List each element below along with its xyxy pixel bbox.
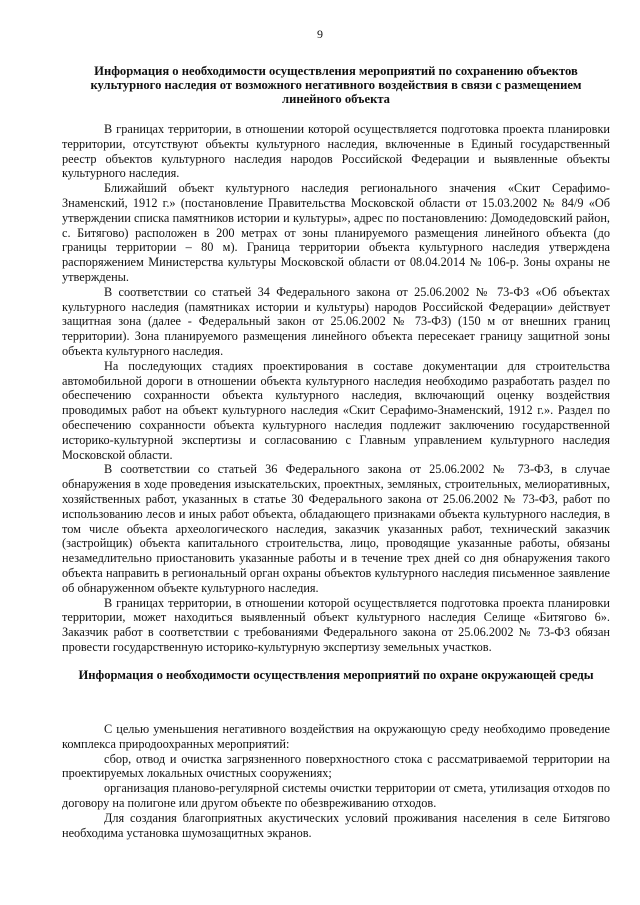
section-1-paragraph-1: В границах территории, в отношении которой осуществляется подготовка проекта планировки территории, отсутствуют объекты культурного наследия, включенные в Единый государственный реестр объектов культурного наследия народов Российской Федерации и выявленные объекты культурного наследия. (62, 122, 610, 181)
section-1-body (62, 122, 610, 655)
section-1-paragraph-6: В границах территории, в отношении которой осуществляется подготовка проекта планировки территории, может находиться выявленный объект культурного наследия Селище «Битягово 6». Заказчик работ в соответствии с требованиями Федерального закона от 25.06.2002 № 73-ФЗ обязан провести государственную историко-культурную экспертизу земельных участков. (62, 595, 610, 654)
section-1-heading: Информация о необходимости осуществления мероприятий по сохранению объектов культурного наследия от возможного негативного воздействия в связи с размещением линейного объекта (90, 64, 582, 106)
section-2-paragraph-4: Для создания благоприятных акустических условий проживания населения в селе Битягово необходима установка шумозащитных экранов. (62, 810, 610, 840)
section-2-paragraph-3: организация планово-регулярной системы очистки территории от смета, утилизация отходов по договору на полигоне или другом объекте по обезвреживанию отходов. (62, 781, 610, 810)
section-1-paragraph-2: Ближайший объект культурного наследия регионального значения «Скит Серафимо-Знаменский, 1912 г.» (постановление Правительства Московской области от 15.03.2002 № 84/9 «Об утверждении списка памятников истории и культуры», адрес по постановлению: Домодедовский район, с. Битягово) расположен в 200 метрах от зоны планируемого размещения линейного объекта (до границы территории – 80 м). Граница территории объекта культурного наследия утверждена распоряжением Министерства культуры Московской области от 08.04.2014 № 106-р. Зоны охраны не утверждены. (62, 181, 610, 284)
page-number: 9 (317, 27, 323, 41)
section-1-paragraph-4: На последующих стадиях проектирования в составе документации для строительства автомобильной дороги в отношении объекта культурного наследия необходимо разработать раздел по обеспечению сохранности объекта культурного наследия, включающий оценку воздействия проводимых работ на объект культурного наследия «Скит Серафимо-Знаменский, 1912 г.». Раздел по обеспечению сохранности объекта культурного наследия подлежит заключению государственной историко-культурной экспертизы и согласованию с Главным управлением культурного наследия Московской области. (62, 358, 610, 462)
section-1-paragraph-5: В соответствии со статьей 36 Федерального закона от 25.06.2002 № 73-ФЗ, в случае обнаружения в ходе проведения изыскательских, проектных, земляных, строительных, мелиоративных, хозяйственных работ, указанных в статье 30 Федерального закона от 25.06.2002 № 73-ФЗ, работ по использованию лесов и иных работ объекта, обладающего признаками объекта культурного наследия, в том числе объекта археологического наследия, заказчик указанных работ, технический заказчик (застройщик) объекта капитального строительства, лицо, проводящие указанные работы, обязаны незамедлительно приостановить указанные работы и в течение трех дней со дня обнаружения такого объекта направить в региональный орган охраны объектов культурного наследия письменное заявление об обнаруженном объекте культурного наследия. (62, 462, 610, 595)
section-2-heading: Информация о необходимости осуществления мероприятий по охране окружающей среды (78, 668, 594, 682)
section-2-paragraph-1: С целью уменьшения негативного воздействия на окружающую среду необходимо проведение комплекса природоохранных мероприятий: (62, 722, 610, 751)
section-2-body (62, 722, 610, 840)
section-2-paragraph-2: сбор, отвод и очистка загрязненного поверхностного стока с рассматриваемой территории на проектируемых локальных очистных сооружениях; (62, 751, 610, 781)
section-1-paragraph-3: В соответствии со статьей 34 Федерального закона от 25.06.2002 № 73-ФЗ «Об объектах культурного наследия (памятниках истории и культуры) народов Российской Федерации» действует защитная зона (далее - Федеральный закон от 25.06.2002 № 73-ФЗ) (150 м от внешних границ территории). Зона планируемого размещения линейного объекта пересекает границу защитной зоны объекта культурного наследия. (62, 284, 610, 358)
